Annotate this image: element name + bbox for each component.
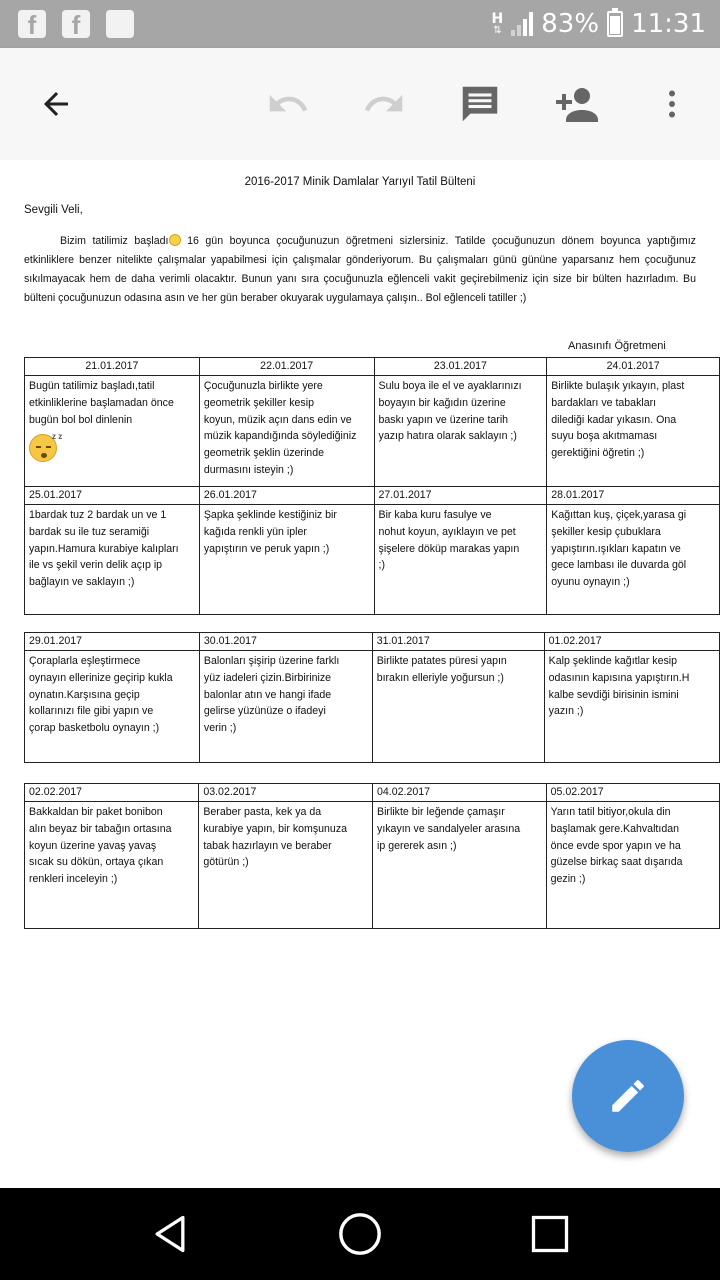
status-right xyxy=(492,0,706,48)
redo-icon[interactable] xyxy=(358,78,410,130)
activity-text: Birlikte bir leğende çamaşır yıkayın ve sandalyeler arasına ip gererek asın ;) xyxy=(377,806,521,852)
date-cell: 28.01.2017 xyxy=(547,487,720,505)
activity-cell xyxy=(372,651,544,763)
activity-cell xyxy=(25,505,200,615)
document-view[interactable] xyxy=(0,160,720,1188)
intro-text-rest: 16 gün boyunca çocuğunuzun öğretmeni sizlersiniz. Tatilde çocuğunuzun dönem boyunca yaptığımız etkinliklere benzer nitelikte çalışmalar yapabilmesi için çalışmalar gönderiyorum. Bu çalışmaları günü gününe yaparsanız hem çocuğunuz sıkılmayacak hem de daha verimli olacaktır. Bunun yanı sıra çocuğunuzla eğlenceli vakit geçirebilmeniz için size bir bülten hazırladım. Bu bülteni çocuğunuzun odasına asın ve her gün beraber okuyarak uygulamaya çalışın.. Bol eğlenceli tatiller ;) xyxy=(24,235,696,304)
activity-text: Bir kaba kuru fasulye ve nohut koyun, ayıklayın ve pet şişelere döküp marakas yapın ;) xyxy=(378,509,520,572)
activity-text: 1bardak tuz 2 bardak un ve 1 bardak su ile tuz seramiği yapın.Hamura kurabiye kalıpları ile vs şekil verin delik açıp ip bağlayın ve saklayın ;) xyxy=(29,509,179,589)
activity-cell xyxy=(25,802,199,929)
date-cell: 25.01.2017 xyxy=(25,487,200,505)
date-cell: 24.01.2017 xyxy=(547,358,720,376)
activity-text: Çocuğunuzla birlikte yere geometrik şekiller kesip koyun, müzik açın dans edin ve müzik kapandığında söylediğiniz geometrik şeklin üzerinde durmasını isteyin ;) xyxy=(203,380,357,476)
date-row xyxy=(25,784,720,802)
activity-cell xyxy=(25,376,200,487)
activity-text: Beraber pasta, kek ya da kurabiye yapın, bir komşunuza tabak hazırlayın ve beraber götürün ;) xyxy=(203,806,348,869)
date-cell: 27.01.2017 xyxy=(374,487,547,505)
date-cell: 23.01.2017 xyxy=(374,358,547,376)
date-cell: 22.01.2017 xyxy=(199,358,374,376)
status-bar xyxy=(0,0,720,48)
signal-icon xyxy=(511,12,533,36)
activity-text: Sulu boya ile el ve ayaklarınızı boyayın bir kağıdın üzerine baskı yapın ve üzerine tarih yazıp hatıra olarak saklayın ;) xyxy=(378,380,522,443)
date-cell: 05.02.2017 xyxy=(546,784,719,802)
date-cell: 21.01.2017 xyxy=(25,358,200,376)
activity-text: Çoraplarla eşleştirmece oynayın ellerinize geçirip kukla oynatın.Karşısına geçip kollarınızı file gibi yapın ve çorap basketbolu oynayın ;) xyxy=(29,655,173,735)
week-table xyxy=(24,632,720,763)
activity-text: Yarın tatil bitiyor,okula din başlamak gere.Kahvaltıdan önce evde spor yapın ve ha güzelse birkaç saat dışarıda gezin ;) xyxy=(550,806,683,886)
document-title: 2016-2017 Minik Damlalar Yarıyıl Tatil Bülteni xyxy=(244,176,476,188)
activity-cell xyxy=(374,505,547,615)
add-person-icon[interactable] xyxy=(550,78,602,130)
app-toolbar xyxy=(0,48,720,160)
clock: 11:31 xyxy=(631,9,706,39)
activity-text: Balonları şişirip üzerine farklı yüz iadeleri çizin.Birbirinize balonlar atın ve hangi ifade gelirse yüzünüze o ifadeyi verin ;) xyxy=(203,655,340,735)
date-cell: 29.01.2017 xyxy=(25,633,200,651)
activity-cell xyxy=(547,376,720,487)
edit-pencil-icon xyxy=(607,1075,649,1117)
activity-row xyxy=(25,802,720,929)
date-row xyxy=(25,487,720,505)
date-cell: 01.02.2017 xyxy=(544,633,719,651)
battery-icon xyxy=(607,11,623,37)
activity-text: Şapka şeklinde kestiğiniz bir kağıda renkli yün ipler yapıştırın ve peruk yapın ;) xyxy=(203,509,337,555)
intro-text-start: Bizim tatilimiz başladı xyxy=(60,235,169,247)
activity-cell xyxy=(546,802,719,929)
date-row xyxy=(25,358,720,376)
activity-cell xyxy=(199,376,374,487)
activity-text: Kağıttan kuş, çiçek,yarasa gi şekiller kesip çubuklara yapıştırın.ışıkları kapatın ve gece lambası ile duvarda göl oyunu oynayın ;) xyxy=(551,509,687,589)
home-circle-icon[interactable] xyxy=(336,1210,384,1258)
date-cell: 30.01.2017 xyxy=(199,633,372,651)
week-table xyxy=(24,357,720,615)
facebook-icon: f xyxy=(18,10,46,38)
undo-icon[interactable] xyxy=(262,78,314,130)
back-arrow-icon[interactable] xyxy=(30,78,82,130)
facebook-icon: f xyxy=(62,10,90,38)
date-cell: 26.01.2017 xyxy=(199,487,374,505)
activity-row xyxy=(25,505,720,615)
date-cell: 03.02.2017 xyxy=(199,784,373,802)
date-cell: 31.01.2017 xyxy=(372,633,544,651)
smile-emoji-icon xyxy=(169,234,181,246)
notification-icon xyxy=(106,10,134,38)
network-type-icon: H ⇅ xyxy=(491,11,504,36)
date-cell: 04.02.2017 xyxy=(373,784,547,802)
sleeping-emoji-icon: z z xyxy=(29,434,57,462)
recents-square-icon[interactable] xyxy=(526,1210,574,1258)
activity-cell xyxy=(199,802,373,929)
comment-icon[interactable] xyxy=(454,78,506,130)
activity-text: Bugün tatilimiz başladı,tatil etkinliklerine başlamadan önce bugün bol bol dinlenin xyxy=(29,380,174,426)
activity-text: Birlikte bulaşık yıkayın, plast bardakları ve tabakları dilediği kadar yıkasın. Ona suyu boşa akıtmaması gerektiğini öğretin ;) xyxy=(551,380,685,460)
week-table xyxy=(24,783,720,929)
activity-row xyxy=(25,651,720,763)
activity-text: Birlikte patates püresi yapın bırakın elleriyle yoğursun ;) xyxy=(376,655,507,684)
teacher-signature: Anasınıfı Öğretmeni xyxy=(568,340,666,352)
more-vert-icon[interactable] xyxy=(646,78,698,130)
activity-cell xyxy=(199,651,372,763)
battery-percent: 83% xyxy=(541,9,600,39)
greeting: Sevgili Veli, xyxy=(24,204,83,216)
activity-row xyxy=(25,376,720,487)
back-triangle-icon[interactable] xyxy=(146,1210,194,1258)
activity-cell xyxy=(373,802,547,929)
activity-cell xyxy=(544,651,719,763)
activity-cell xyxy=(547,505,720,615)
intro-paragraph xyxy=(24,232,696,308)
edit-fab-button[interactable] xyxy=(572,1040,684,1152)
date-row xyxy=(25,633,720,651)
activity-cell xyxy=(374,376,547,487)
date-cell: 02.02.2017 xyxy=(25,784,199,802)
activity-cell xyxy=(199,505,374,615)
activity-text: Bakkaldan bir paket bonibon alın beyaz bir tabağın ortasına koyun üzerine yavaş yavaş sıcak su dökün, ortaya çıkan renkleri inceleyin ;) xyxy=(29,806,172,886)
activity-cell xyxy=(25,651,200,763)
activity-text: Kalp şeklinde kağıtlar kesip odasının kapısına yapıştırın.H kalbe sevdiği birisinin ismini yazın ;) xyxy=(548,655,690,718)
navigation-bar xyxy=(0,1188,720,1280)
